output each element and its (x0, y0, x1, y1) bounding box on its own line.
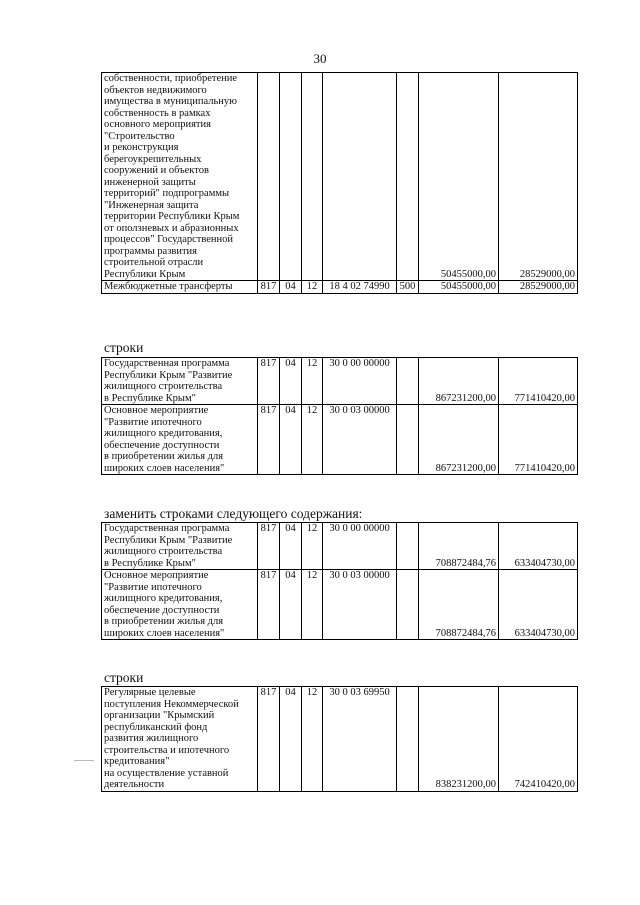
expense-type-cell (397, 570, 419, 640)
table-row (102, 358, 578, 405)
table-row (102, 523, 578, 570)
amount-year2-cell: 742410420,00 (499, 687, 578, 792)
amount-year1-cell: 708872484,76 (419, 570, 499, 640)
amount-year1-cell: 50455000,00 (419, 73, 499, 281)
ministry-code-cell: 817 (258, 281, 280, 294)
amount-year1-cell: 867231200,00 (419, 358, 499, 405)
table-row (102, 687, 578, 792)
target-article-cell: 30 0 03 69950 (323, 687, 397, 792)
section-code-cell (280, 73, 302, 281)
subsection-code-cell (302, 73, 323, 281)
amount-year2-cell: 771410420,00 (499, 405, 578, 475)
row-name-cell: Регулярные целевые поступления Некоммерческой организации "Крымский республиканский фонд развития жилищного строительства и ипотечного кредитования" на осуществление уставной деятельности (102, 687, 258, 792)
expense-type-cell (397, 358, 419, 405)
subsection-code-cell: 12 (302, 570, 323, 640)
ministry-code-cell: 817 (258, 358, 280, 405)
subsection-code-cell: 12 (302, 687, 323, 792)
margin-mark (74, 760, 94, 761)
section-code-cell: 04 (280, 523, 302, 570)
row-name-cell: Государственная программа Республики Крым "Развитие жилищного строительства в Республике Крым" (102, 523, 258, 570)
section-code-cell: 04 (280, 687, 302, 792)
section-caption: заменить строками следующего содержания: (104, 506, 363, 521)
target-article-cell: 18 4 02 74990 (323, 281, 397, 294)
section-code-cell: 04 (280, 358, 302, 405)
ministry-code-cell: 817 (258, 523, 280, 570)
amount-year1-cell: 838231200,00 (419, 687, 499, 792)
page-number: 30 (313, 51, 327, 66)
budget-table-target-rows (101, 686, 578, 792)
expense-type-cell (397, 405, 419, 475)
amount-year1-cell: 867231200,00 (419, 405, 499, 475)
expense-type-cell (397, 73, 419, 281)
section-code-cell: 04 (280, 570, 302, 640)
ministry-code-cell (258, 73, 280, 281)
section-code-cell: 04 (280, 405, 302, 475)
row-name-cell: Государственная программа Республики Крым "Развитие жилищного строительства в Республике Крым" (102, 358, 258, 405)
expense-type-cell (397, 523, 419, 570)
budget-table-continuation (101, 72, 578, 294)
subsection-code-cell: 12 (302, 523, 323, 570)
ministry-code-cell: 817 (258, 405, 280, 475)
amount-year2-cell: 771410420,00 (499, 358, 578, 405)
target-article-cell: 30 0 00 00000 (323, 523, 397, 570)
table-row (102, 405, 578, 475)
subsection-code-cell: 12 (302, 358, 323, 405)
section-code-cell: 04 (280, 281, 302, 294)
ministry-code-cell: 817 (258, 687, 280, 792)
amount-year2-cell: 633404730,00 (499, 523, 578, 570)
budget-table-original-rows (101, 357, 578, 475)
section-caption: строки (104, 340, 144, 355)
row-name-cell: собственности, приобретение объектов недвижимого имущества в муниципальную собственность в рамках основного мероприятия "Строительство и реконструкция берегоукрепительных сооружений и объектов инженерной защиты территорий" подпрограммы "Инженерная защита территории Республики Крым от оползневых и абразионных процессов" Государственной программы развития строительной отрасли Республики Крым (102, 73, 258, 281)
row-name-cell: Межбюджетные трансферты (102, 281, 258, 294)
ministry-code-cell: 817 (258, 570, 280, 640)
subsection-code-cell: 12 (302, 281, 323, 294)
amount-year2-cell: 633404730,00 (499, 570, 578, 640)
amount-year2-cell: 28529000,00 (499, 73, 578, 281)
target-article-cell: 30 0 03 00000 (323, 405, 397, 475)
expense-type-cell (397, 687, 419, 792)
table-row (102, 73, 578, 281)
table-row (102, 570, 578, 640)
table-row (102, 281, 578, 294)
amount-year2-cell: 28529000,00 (499, 281, 578, 294)
subsection-code-cell: 12 (302, 405, 323, 475)
budget-table-replacement-rows (101, 522, 578, 640)
target-article-cell (323, 73, 397, 281)
expense-type-cell: 500 (397, 281, 419, 294)
amount-year1-cell: 708872484,76 (419, 523, 499, 570)
row-name-cell: Основное мероприятие "Развитие ипотечного жилищного кредитования, обеспечение доступности в приобретении жилья для широких слоев населения" (102, 570, 258, 640)
target-article-cell: 30 0 03 00000 (323, 570, 397, 640)
section-caption: строки (104, 670, 144, 685)
row-name-cell: Основное мероприятие "Развитие ипотечного жилищного кредитования, обеспечение доступности в приобретении жилья для широких слоев населения" (102, 405, 258, 475)
amount-year1-cell: 50455000,00 (419, 281, 499, 294)
target-article-cell: 30 0 00 00000 (323, 358, 397, 405)
